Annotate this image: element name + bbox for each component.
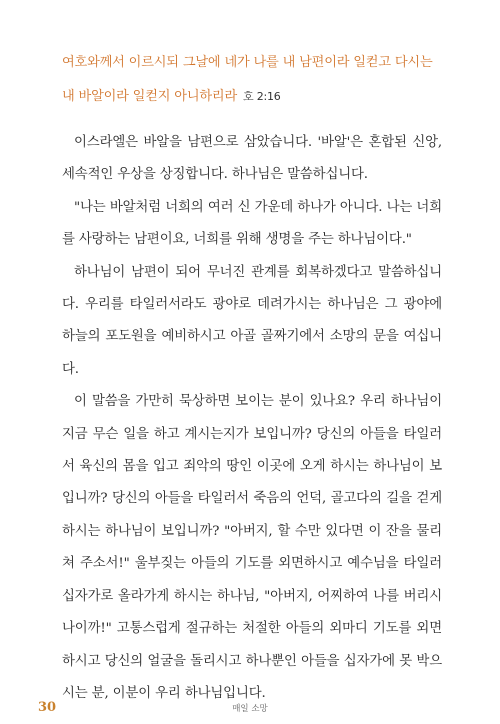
paragraph-3: 하나님이 남편이 되어 무너진 관계를 회복하겠다고 말씀하십니다. 우리를 타일러서라도 광야로 데려가시는 하나님은 그 광야에 하늘의 포도원을 예비하시고 아골 골짜기에서 소망의 문을 여십니다. bbox=[62, 264, 442, 377]
paragraph-2: "나는 바알처럼 너희의 여러 신 가운데 하나가 아니다. 나는 너희를 사랑하는 남편이요, 너희를 위해 생명을 주는 하나님이다." bbox=[62, 199, 442, 248]
verse-line-2-text: 내 바알이라 일컫지 아니하리라 bbox=[62, 89, 237, 104]
page-footer bbox=[0, 700, 500, 720]
verse-line-1: 여호와께서 이르시되 그날에 네가 나를 내 남편이라 일컫고 다시는 bbox=[62, 55, 433, 70]
page-number: 30 bbox=[38, 700, 57, 715]
paragraph-1: 이스라엘은 바알을 남편으로 삼았습니다. '바알'은 혼합된 신앙, 세속적인 우상을 상징합니다. 하나님은 말씀하십니다. bbox=[62, 135, 442, 183]
running-title: 매일 소망 bbox=[232, 704, 268, 714]
scripture-verse bbox=[62, 46, 442, 114]
body-text bbox=[62, 127, 442, 710]
verse-line-2 bbox=[62, 80, 442, 114]
paragraph-4: 이 말씀을 가만히 묵상하면 보이는 분이 있나요? 우리 하나님이 지금 무슨 일을 하고 계시는지가 보입니까? 당신의 아들을 타일러서 육신의 몸을 입고 죄악의 땅인 이곳에 오게 하시는 하나님이 보입니까? 당신의 아들을 타일러서 죽음의 언덕, 골고다의 길을 걷게 하시는 하나님이 보입니까? "아버지, 할 수만 있다면 이 잔을 물리쳐 주소서!" 울부짖는 아들의 기도를 외면하시고 예수님을 타일러 십자가로 올라가게 하시는 하나님, "아버지, 어찌하여 나를 버리시나이까!" 고통스럽게 절규하는 처절한 아들의 외마디 기도를 외면하시고 당신의 얼굴을 돌리시고 하나뿐인 아들을 십자가에 못 박으시는 분, 이분이 우리 하나님입니다. bbox=[62, 394, 442, 701]
verse-reference: 호 2:16 bbox=[242, 90, 281, 103]
